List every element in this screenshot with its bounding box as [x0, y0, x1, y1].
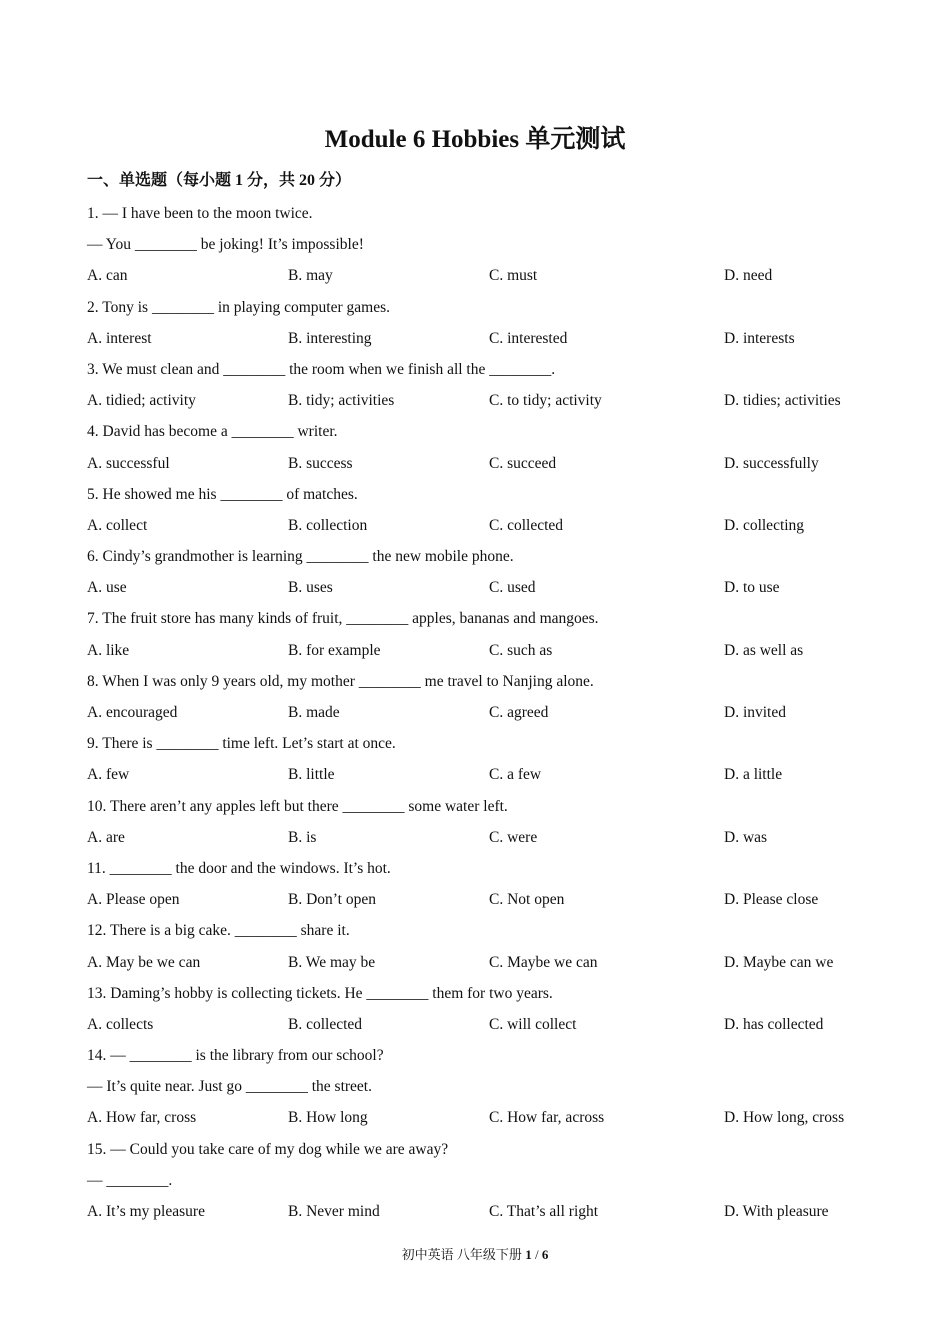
option-b: B. is [288, 828, 317, 846]
footer-text: 初中英语 八年级下册 [401, 1247, 526, 1262]
option-a: A. encouraged [87, 704, 178, 721]
footer-page-number: 1 [525, 1247, 532, 1262]
option-d: D. Please close [724, 891, 819, 909]
option-c: C. collected [489, 516, 564, 534]
option-d: D. collecting [724, 516, 805, 534]
answer-options [87, 884, 887, 915]
option-b: B. uses [288, 579, 333, 597]
answer-options [87, 572, 887, 603]
answer-options [87, 759, 887, 790]
option-b: B. How long [288, 1109, 368, 1127]
question-stem: 2. Tony is ________ in playing computer games. [87, 298, 390, 316]
option-b: B. may [288, 267, 333, 285]
question-stem: 15. — Could you take care of my dog while we are away? [87, 1140, 449, 1158]
option-c: C. agreed [489, 704, 549, 721]
question-stem: 14. — ________ is the library from our school? [87, 1047, 384, 1065]
option-a: A. interest [87, 329, 152, 347]
question-stem: 3. We must clean and ________ the room when we finish all the ________. [87, 360, 556, 378]
option-d: D. With pleasure [724, 1203, 829, 1220]
question-item [87, 791, 887, 853]
question-item [87, 603, 887, 665]
option-c: C. How far, across [489, 1109, 605, 1127]
option-c: C. used [489, 579, 536, 597]
option-a: A. use [87, 579, 127, 597]
answer-options [87, 260, 887, 291]
option-a: A. tidied; activity [87, 392, 196, 410]
option-c: C. such as [489, 641, 553, 659]
option-d: D. successfully [724, 454, 819, 472]
answer-options [87, 947, 887, 978]
option-d: D. to use [724, 579, 780, 597]
option-b: B. little [288, 766, 335, 784]
option-c: C. must [489, 267, 538, 285]
option-b: B. We may be [288, 953, 376, 971]
option-c: C. Not open [489, 891, 565, 909]
question-stem: 10. There aren’t any apples left but there ________ some water left. [87, 797, 508, 815]
question-item [87, 853, 887, 915]
option-b: B. made [288, 704, 340, 721]
question-item [87, 354, 887, 416]
footer-total-pages: 6 [541, 1247, 549, 1262]
option-a: A. successful [87, 454, 170, 472]
option-b: B. for example [288, 641, 381, 659]
page-title: Module 6 Hobbies 单元测试 [324, 126, 626, 153]
option-b: B. success [288, 454, 353, 472]
option-a: A. like [87, 641, 130, 659]
option-c: C. a few [489, 766, 542, 784]
question-item [87, 728, 887, 790]
question-item [87, 198, 887, 292]
option-d: D. has collected [724, 1015, 824, 1033]
option-c: C. were [489, 828, 538, 846]
question-stem: 1. — I have been to the moon twice. [87, 205, 313, 222]
option-b: B. collection [288, 516, 368, 534]
option-a: A. can [87, 267, 128, 285]
option-d: D. was [724, 828, 768, 846]
question-stem: 6. Cindy’s grandmother is learning ________ the new mobile phone. [87, 548, 514, 566]
section-heading: 一、单选题（每小题 1 分，共 20 分） [87, 172, 352, 189]
answer-options [87, 448, 887, 479]
option-a: A. It’s my pleasure [87, 1203, 205, 1220]
option-d: D. a little [724, 766, 783, 784]
question-dialogue-line: — You ________ be joking! It’s impossible! [87, 236, 364, 254]
option-a: A. collects [87, 1015, 154, 1033]
footer-separator: / [531, 1247, 542, 1262]
answer-options [87, 510, 887, 541]
option-d: D. invited [724, 704, 786, 721]
option-a: A. May be we can [87, 953, 201, 971]
answer-options [87, 1009, 887, 1040]
option-c: C. to tidy; activity [489, 392, 602, 410]
page-footer [0, 1245, 950, 1265]
question-item [87, 479, 887, 541]
option-d: D. need [724, 267, 773, 285]
question-list [87, 198, 887, 1227]
answer-options [87, 385, 887, 416]
option-b: B. interesting [288, 329, 372, 347]
answer-options [87, 1102, 887, 1133]
question-stem: 4. David has become a ________ writer. [87, 423, 338, 441]
question-stem: 5. He showed me his ________ of matches. [87, 485, 358, 503]
option-a: A. Please open [87, 891, 180, 909]
question-stem: 7. The fruit store has many kinds of fruit, ________ apples, bananas and mangoes. [87, 610, 599, 628]
question-item [87, 541, 887, 603]
option-c: C. That’s all right [489, 1203, 599, 1220]
option-d: D. Maybe can we [724, 953, 834, 971]
option-a: A. few [87, 766, 130, 784]
answer-options [87, 697, 887, 728]
option-b: B. collected [288, 1015, 363, 1033]
option-a: A. How far, cross [87, 1109, 197, 1127]
answer-options [87, 635, 887, 666]
option-b: B. Never mind [288, 1203, 380, 1220]
option-b: B. Don’t open [288, 891, 376, 909]
option-c: C. interested [489, 329, 568, 347]
question-stem: 9. There is ________ time left. Let’s start at once. [87, 735, 396, 753]
answer-options [87, 323, 887, 354]
option-c: C. succeed [489, 454, 557, 472]
question-stem: 8. When I was only 9 years old, my mother ________ me travel to Nanjing alone. [87, 672, 594, 690]
option-d: D. interests [724, 329, 795, 347]
option-a: A. are [87, 828, 125, 846]
question-item [87, 915, 887, 977]
question-dialogue-line: — It’s quite near. Just go ________ the street. [87, 1078, 372, 1096]
question-stem: 13. Daming’s hobby is collecting tickets. He ________ them for two years. [87, 984, 553, 1002]
answer-options [87, 822, 887, 853]
question-stem: 12. There is a big cake. ________ share it. [87, 922, 350, 940]
question-stem: 11. ________ the door and the windows. It’s hot. [87, 859, 391, 877]
option-d: D. tidies; activities [724, 392, 841, 410]
question-item [87, 666, 887, 728]
question-item [87, 1040, 887, 1134]
question-dialogue-line: — ________. [87, 1171, 173, 1189]
question-item [87, 292, 887, 354]
answer-options [87, 1196, 887, 1227]
option-b: B. tidy; activities [288, 392, 395, 410]
option-c: C. will collect [489, 1015, 577, 1033]
option-d: D. as well as [724, 641, 804, 659]
question-item [87, 416, 887, 478]
question-item [87, 1134, 887, 1228]
option-d: D. How long, cross [724, 1109, 845, 1127]
option-c: C. Maybe we can [489, 953, 598, 971]
option-a: A. collect [87, 516, 148, 534]
question-item [87, 978, 887, 1040]
